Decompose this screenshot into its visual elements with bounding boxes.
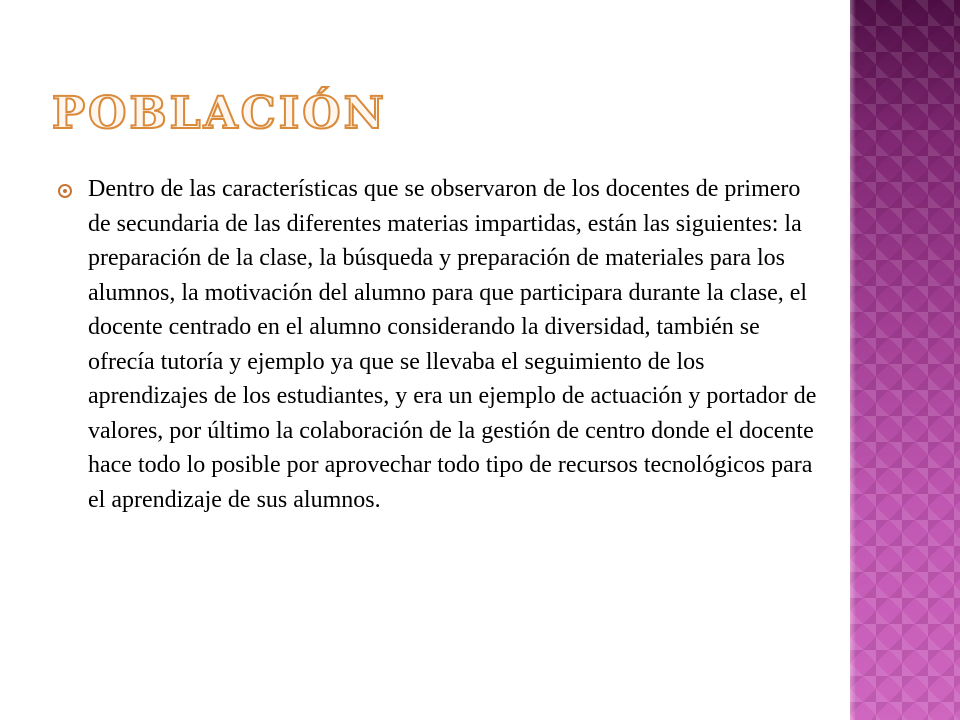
bullet-text: Dentro de las características que se observaron de los docentes de primero de secundaria de las diferentes materias impartidas, están las siguientes: la preparación de la clase, la búsqueda y preparación de materiales para los alumnos, la motivación del alumno para que participara durante la clase, el docente centrado en el alumno considerando la diversidad, también se ofrecía tutoría y ejemplo ya que se llevaba el seguimiento de los aprendizajes de los estudiantes, y era un ejemplo de actuación y portador de valores, por último la colaboración de la gestión de centro donde el docente hace todo lo posible por aprovechar todo tipo de recursos tecnológicos para el aprendizaje de sus alumnos. <box>88 176 817 513</box>
decorative-side-band <box>850 0 960 720</box>
bullet-item <box>58 172 818 517</box>
circle-dot-bullet-icon <box>58 184 72 198</box>
slide-title: POBLACIÓN <box>52 88 387 139</box>
